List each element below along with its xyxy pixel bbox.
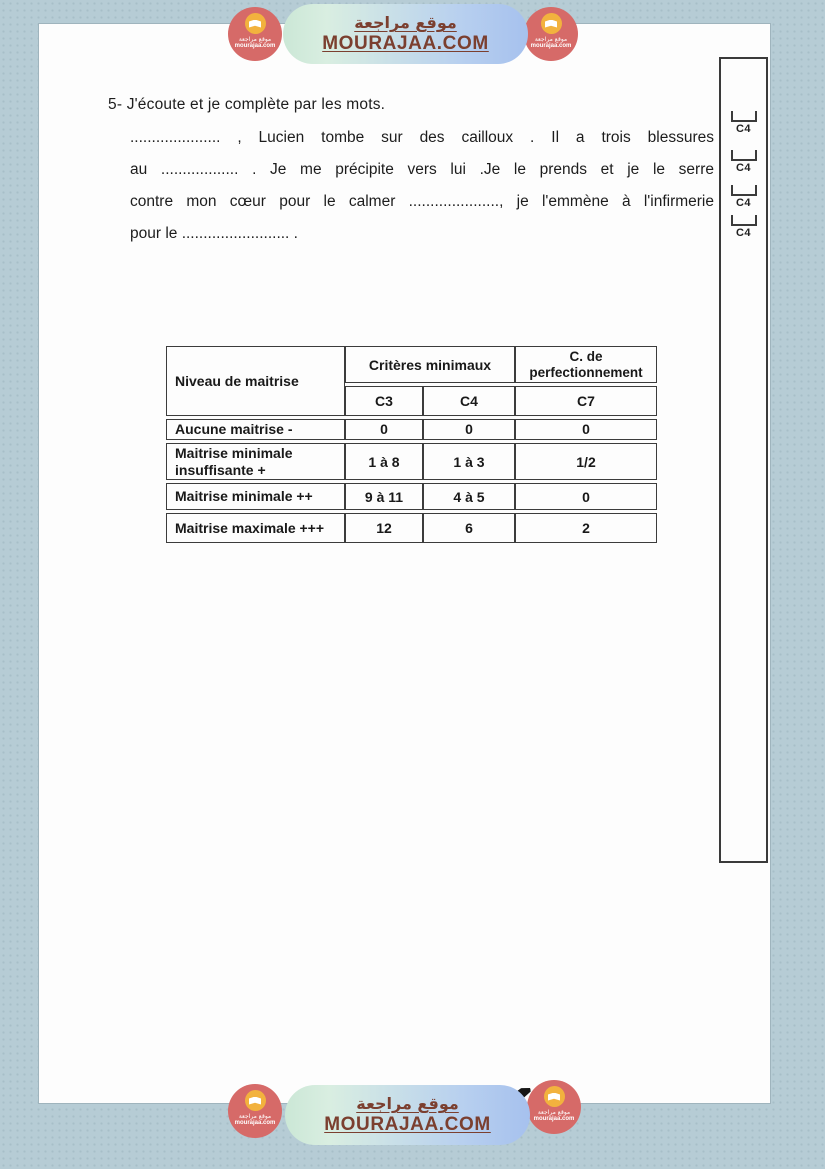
paragraph-line: au .................. . Je me précipite vers lui .Je le prends et je le serre	[130, 161, 714, 178]
table-row	[166, 443, 657, 481]
badge-caption	[534, 1110, 575, 1122]
open-book-icon	[548, 1093, 560, 1101]
table-row	[166, 513, 657, 543]
row-label: Maitrise minimale ++	[166, 483, 345, 510]
row-label: Maitrise minimale insuffisante +	[166, 443, 345, 481]
banner-site-url: MOURAJAA.COM	[324, 1114, 491, 1135]
criteria-margin-column	[719, 57, 768, 863]
open-book-icon	[249, 1097, 261, 1105]
row-value-c3: 0	[345, 419, 423, 440]
table-row	[166, 419, 657, 440]
criteria-label: C4	[735, 162, 752, 174]
row-value-c3: 1 à 8	[345, 443, 423, 481]
badge-url-text: mourajaa.com	[533, 1116, 575, 1122]
table-subheader-c7: C7	[515, 386, 657, 416]
book-logo-icon	[245, 1090, 266, 1111]
banner-arabic-title: موقع مراجعة	[354, 13, 457, 32]
criteria-mark	[721, 111, 766, 135]
paragraph-line: ..................... , Lucien tombe sur des cailloux . Il a trois blessures	[130, 129, 714, 146]
exercise-title: 5- J'écoute et je complète par les mots.	[108, 96, 386, 113]
row-value-c4: 6	[423, 513, 515, 543]
header-banner	[283, 4, 528, 64]
badge-url-text: mourajaa.com	[234, 43, 276, 49]
open-book-icon	[249, 20, 261, 28]
badge-caption	[531, 37, 572, 49]
table-row	[166, 483, 657, 510]
mourajaa-logo-badge	[228, 7, 282, 61]
criteria-label: C4	[735, 227, 752, 239]
row-value-c4: 0	[423, 419, 515, 440]
banner-site-url: MOURAJAA.COM	[322, 33, 489, 54]
rubric-table	[166, 343, 657, 546]
row-value-c3: 12	[345, 513, 423, 543]
bracket-icon	[731, 215, 757, 226]
open-book-icon	[545, 20, 557, 28]
bracket-icon	[731, 111, 757, 122]
mourajaa-logo-badge	[524, 7, 578, 61]
criteria-label: C4	[735, 197, 752, 209]
book-logo-icon	[541, 13, 562, 34]
book-logo-icon	[245, 13, 266, 34]
row-value-c4: 1 à 3	[423, 443, 515, 481]
row-value-c7: 0	[515, 483, 657, 510]
badge-caption	[235, 1114, 276, 1126]
exercise-paragraph	[130, 122, 714, 250]
badge-arabic-text: موقع مراجعة	[238, 36, 272, 43]
table-corner-header: Niveau de maitrise	[166, 346, 345, 416]
row-value-c3: 9 à 11	[345, 483, 423, 510]
badge-arabic-text: موقع مراجعة	[534, 36, 568, 43]
mourajaa-logo-badge	[228, 1084, 282, 1138]
bracket-icon	[731, 185, 757, 196]
badge-url-text: mourajaa.com	[530, 43, 572, 49]
bracket-icon	[731, 150, 757, 161]
table-subheader-c4: C4	[423, 386, 515, 416]
row-label: Maitrise maximale +++	[166, 513, 345, 543]
paragraph-line: pour le ......................... .	[130, 225, 298, 242]
table-subheader-c3: C3	[345, 386, 423, 416]
row-value-c7: 2	[515, 513, 657, 543]
criteria-label: C4	[735, 123, 752, 135]
table-perfection-header: C. de perfectionnement	[515, 346, 657, 383]
paragraph-line: contre mon cœur pour le calmer ....................., je l'emmène à l'infirmerie	[130, 193, 714, 210]
table-group-header: Critères minimaux	[345, 346, 515, 383]
banner-arabic-title: موقع مراجعة	[356, 1094, 459, 1113]
badge-arabic-text: موقع مراجعة	[238, 1113, 272, 1120]
criteria-mark	[721, 215, 766, 239]
badge-arabic-text: موقع مراجعة	[537, 1109, 571, 1116]
row-value-c4: 4 à 5	[423, 483, 515, 510]
badge-caption	[235, 37, 276, 49]
book-logo-icon	[544, 1086, 565, 1107]
footer-banner	[285, 1085, 530, 1145]
row-value-c7: 0	[515, 419, 657, 440]
badge-url-text: mourajaa.com	[234, 1120, 276, 1126]
mourajaa-logo-badge	[527, 1080, 581, 1134]
row-value-c7: 1/2	[515, 443, 657, 481]
criteria-mark	[721, 150, 766, 174]
criteria-mark	[721, 185, 766, 209]
row-label: Aucune maitrise -	[166, 419, 345, 440]
